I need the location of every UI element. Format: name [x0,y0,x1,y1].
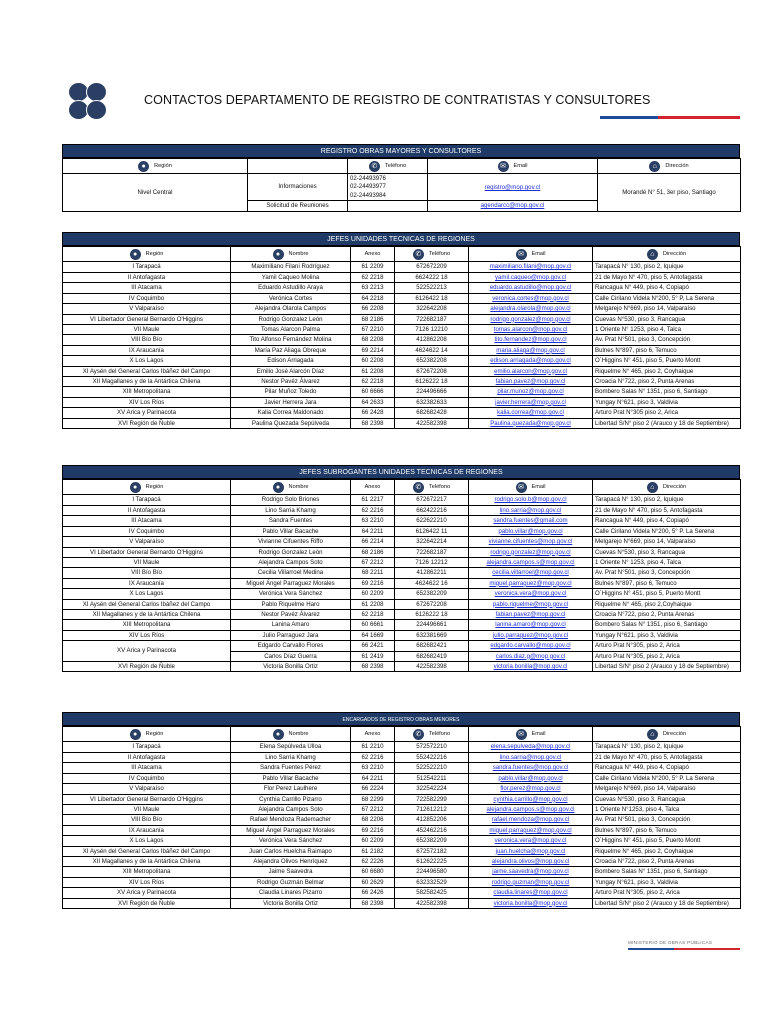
table-row: I Tarapacá Rodrigo Solo Briones 61 2217 672672217 rodrigo.solo.b@mop.gov.cl Tarapacá N° 130, piso 2, Iquique [63,495,741,505]
table-row: IV Coquimbo Verónica Cortes 64 2218 6126422 18 veronica.cortes@mop.gov.cl Calle Cirilano Videla N°200, 5° P, La Serena [63,293,741,303]
table-row: XI Aysén del General Carlos Ibáñez del Campo Pablo Riquelme Haro 61 2208 672672208 pablo.riquelme@mop.gov.cl Riquelme N° 465, piso 2,Coyhaique [63,599,741,609]
email-link[interactable]: vivianne.cifuentes@mop.gov.cl [469,537,593,547]
table-row: XIII Metropolitana Lanina Amaro 60 6661 224496661 lanina.amaro@mop.gov.cl Bombero Salas N° 1351, piso 6, Santiago [63,620,741,630]
table-row: VIII Bío Bío Tito Alfonso Fernández Molina 68 2208 412862208 tito.fernandez@mop.gov.cl Av. Prat N°501, piso 3, Concepción [63,335,741,345]
table-row: III Atacama Sandra Fuentes Pérez 63 2210 522522210 sandra.fuentes@mop.gov.cl Rancagua N° 449, piso 4, Copiapó [63,763,741,773]
phone-icon: ✆ [413,249,424,260]
email-link[interactable]: alejandra.olarola@mop.gov.cl [469,304,593,314]
person-icon: ● [130,729,141,740]
email-link[interactable]: juan.huelcha@mop.gov.cl [469,846,593,856]
table-row: IX Araucanía Miguel Ángel Parraguez Morales 69 2216 452462216 miguel.parraguez@mop.gov.cl Bulnes N°897, piso 6, Temuco [63,825,741,835]
email-link[interactable]: rodrigo.guzman@mop.gov.cl [469,877,593,887]
email-link[interactable]: cecilia.villarroel@mop.gov.cl [469,568,593,578]
person-icon: ● [273,482,284,493]
email-link[interactable]: veronica.vera@mop.gov.cl [469,836,593,846]
home-icon: ⌂ [647,249,658,260]
table-row: XII Magallanes y de la Antártica Chilena Alejandra Olivos Henríquez 62 2226 612622225 alejandra.olivos@mop.gov.cl Croacia N°722, piso 2, Punta Arenas [63,856,741,866]
email-link[interactable]: veronica.cortes@mop.gov.cl [469,293,593,303]
home-icon: ⌂ [647,482,658,493]
email-link[interactable]: javier.herrera@mop.gov.cl [469,397,593,407]
table-row: XI Aysén del General Carlos Ibáñez del Campo Juan Carlos Huelcha Raimapo 61 2182 672572182 juan.huelcha@mop.gov.cl Riquelme N° 465, piso 2, Coyhaique [63,846,741,856]
table-row: IX Araucanía Miguel Ángel Parraguez Morales 69 2216 4624622 16 miguel.parraguez@mop.gov.cl Bulnes N°897, piso 6, Temuco [63,578,741,588]
email-link[interactable]: rodrigo.solo.b@mop.gov.cl [469,495,593,505]
email-link[interactable]: miguel.parraguez@mop.gov.cl [469,825,593,835]
jefes-section [62,232,740,429]
table-header-row: ● Región ● Nombre Anexo ✆ Teléfono ✉ Email ⌂ Dirección [63,727,741,742]
table-row: VII Maule Tomas Alarcon Palma 67 2210 7126 12210 tomas.alarcon@mop.gov.cl 1 Oriente N° 1253, piso 4, Talca [63,324,741,334]
table-row: VI Libertador General Bernardo O'Higgins Rodrigo Gonzalez León 68 2186 722682187 rodrigo.gonzalez@mop.gov.cl Cuevas N°530, piso 3, Rancagua [63,314,741,324]
page-title: CONTACTOS DEPARTAMENTO DE REGISTRO DE CONTRATISTAS Y CONSULTORES [144,93,651,107]
table-row: XII Magallanes y de la Antártica Chilena Nestor Pavéz Álvarez 62 2218 6126222 18 fabian.pavez@mop.gov.cl Croacia N°722, piso 2, Punta Arenas [63,609,741,619]
table-row: IV Coquimbo Pablo Villar Bacache 64 2211 512542211 pablo.villar@mop.gov.cl Calle Cirilano Videla N°200, 5° P. La Serena [63,773,741,783]
table-row: III Atacama Eduardo Astudillo Araya 63 2213 522522213 eduardo.astudillo@mop.gov.cl Rancagua N° 449, piso 4, Copiapó [63,283,741,293]
table-row: XVI Región de Ñuble Victoria Bonilla Ortiz 68 2398 422582398 victoria.bonilla@mop.gov.cl Libertad S/N° piso 2 (Arauco y 18 de Septiembre) [63,661,741,671]
table-row: II Antofagasta Yamil Caqueo Molina 62 2218 6624222 18 yamil.caqueo@mop.gov.cl 21 de Mayo N° 470, piso 5, Antofagasta [63,272,741,282]
home-icon: ⌂ [649,161,660,172]
table-row: II Antofagasta Lino Sarria Khamg 62 2216 662422216 lino.sarria@mop.gov.cl 21 de Mayo N° 470, piso 5, Antofagasta [63,505,741,515]
table-row: X Los Lagos Verónica Vera Sánchez 60 2209 652382209 veronica.vera@mop.gov.cl O´Higgins N° 451, piso 5, Puerto Montt [63,589,741,599]
email-link[interactable]: elena.sepulveda@mop.gov.cl [469,742,593,752]
email-link[interactable]: registro@mop.gov.cl [428,174,598,201]
person-icon: ● [273,729,284,740]
menores-section [62,712,740,909]
email-link[interactable]: jaime.saavedra@mop.gov.cl [469,867,593,877]
email-link[interactable]: pablo.villar@mop.gov.cl [469,526,593,536]
table-row: VI Libertador General Bernardo O'Higgins Rodrigo Gonzalez León 68 2186 722682187 rodrigo.gonzalez@mop.gov.cl Cuevas N°530, piso 3, Rancagua [63,547,741,557]
email-link[interactable]: veronica.vera@mop.gov.cl [469,589,593,599]
table-row: II Antofagasta Lino Sarria Khamg 62 2216 552422216 lino.sarria@mop.gov.cl 21 de Mayo N° 470, piso 5, Antofagasta [63,752,741,762]
table-row: XV Arica y Parinacota Claudia Linares Pizarro 66 2426 582582425 claudia.linares@mop.gov.cl Arturo Prat N°305, piso 2, Arica [63,888,741,898]
email-link[interactable]: maximiliano.filani@mop.gov.cl [469,262,593,272]
section-band: JEFES UNIDADES TECNICAS DE REGIONES [62,232,740,246]
email-link[interactable]: julio.parraguez@mop.gov.cl [469,630,593,640]
table-row: IX Araucanía María Paz Aliaga Obreque 69 2214 4624622 14 maria.aliaga@mop.gov.cl Bulnes N°897, piso 6, Temuco [63,345,741,355]
table-row: XVI Región de Ñuble Victoria Bonilla Ortiz 68 2398 422582398 victoria.bonilla@mop.gov.cl Libertad S/N° piso 2 (Arauco y 18 de Septiembre) [63,898,741,908]
contact-logo [66,82,106,120]
email-link[interactable]: pablo.villar@mop.gov.cl [469,773,593,783]
table-row: V Valparaíso Flor Perez Laulhere 66 2224 322542224 flor.perez@mop.gov.cl Melgarejo N°669, piso 14, Valparaíso [63,784,741,794]
table-row: VIII Bío Bío Rafael Mendoza Rademacher 68 2206 412852206 rafael.mendoza@mop.gov.cl Av. Prat N°501, piso 3, Concepción [63,815,741,825]
email-link[interactable]: maria.aliaga@mop.gov.cl [469,345,593,355]
phone-icon: ✆ [413,729,424,740]
email-link[interactable]: edison.arriagada@mop.gov.cl [469,356,593,366]
email-link[interactable]: rodrigo.gonzalez@mop.gov.cl [469,547,593,557]
email-link[interactable]: tomas.alarcon@mop.gov.cl [469,324,593,334]
email-link[interactable]: lino.sarria@mop.gov.cl [469,505,593,515]
email-link[interactable]: eduardo.astudillo@mop.gov.cl [469,283,593,293]
person-icon: ● [138,161,149,172]
table-row: X Los Lagos Edison Arriagada 60 2208 652382208 edison.arriagada@mop.gov.cl O´Higgins N° 451, piso 5, Puerto Montt [63,356,741,366]
mail-icon: ✉ [498,161,509,172]
table-row: Nivel Central Informaciones 02-24493976 02-24493977 02-24493984 registro@mop.gov.cl Morandé N° 51, 3er piso, Santiago [63,174,741,201]
mail-icon: ✉ [516,729,527,740]
email-link[interactable]: lino.sarria@mop.gov.cl [469,752,593,762]
registro-section [62,144,740,212]
table-row: VII Maule Alejandra Campos Soto 67 2212 712612212 alejandra.campos.s@mop.gov.cl 1 Oriente N°1253, piso 4, Talca [63,804,741,814]
email-link[interactable]: cynthia.carrillo@mop.gov.cl [469,794,593,804]
table-header-row: ● Región ● Nombre Anexo ✆ Teléfono ✉ Email ⌂ Dirección [63,247,741,262]
section-band: JEFES SUBROGANTES UNIDADES TECNICAS DE REGIONES [62,465,740,479]
table-row: XIII Metropolitana Pilar Muñoz Toledo 60 6666 224496666 pilar.munoz@mop.gov.cl Bombero Salas N° 1351, piso 6, Santiago [63,387,741,397]
table-row: XV Arica y Parinacota Edgardo Carvallo Flores 66 2421 682682421 edgardo.carvallo@mop.gov.cl Arturo Prat N°305, piso 2, Arica [63,641,741,651]
table-row: XII Magallanes y de la Antártica Chilena Nestor Pavéz Álvarez 62 2218 6126222 18 fabian.pavez@mop.gov.cl Croacia N°722, piso 2, Punta Arenas [63,376,741,386]
subrogantes-section [62,465,740,672]
email-link[interactable]: fabian.pavez@mop.gov.cl [469,609,593,619]
table-row: VII Maule Alejandra Campos Soto 67 2212 7126 12212 alejandra.campos.s@mop.gov.cl 1 Oriente N° 1253, piso 4, Talca [63,557,741,567]
email-link[interactable]: pablo.riquelme@mop.gov.cl [469,599,593,609]
footer-stripe [628,948,740,950]
table-row: XV Arica y Parinacota Kalia Correa Maldonado 66 2428 682682428 kalia.correa@mop.gov.cl Arturo Prat N°305 piso 2, Arica [63,408,741,418]
table-row: V Valparaíso Alejandra Olarola Campos 66 2208 322642208 alejandra.olarola@mop.gov.cl Melgarejo N°669, piso 14, Valparaíso [63,304,741,314]
email-link[interactable]: fabian.pavez@mop.gov.cl [469,376,593,386]
phone-icon: ✆ [369,161,380,172]
table-header-row: ● Región ● Nombre Anexo ✆ Teléfono ✉ Email ⌂ Dirección [63,480,741,495]
table-row: XIV Los Ríos Javier Herrera Jara 64 2633 632382633 javier.herrera@mop.gov.cl Yungay N°621, piso 3, Valdivia [63,397,741,407]
table-row: I Tarapacá Elena Sepúlveda Ulloa 61 2210 572572210 elena.sepulveda@mop.gov.cl Tarapacá N° 130, piso 2, Iquique [63,742,741,752]
email-link[interactable]: pilar.munoz@mop.gov.cl [469,387,593,397]
person-icon: ● [130,482,141,493]
flag-stripe [600,116,740,119]
registro-table [62,158,741,212]
email-link[interactable]: lanina.amaro@mop.gov.cl [469,620,593,630]
table-row: Carlos Díaz Guerra 61 2419 682682419 carlos.diaz.g@mop.gov.cl Arturo Prat N°305, piso 2, Arica [63,651,741,661]
email-link[interactable]: sandra.fuentes@mop.gov.cl [469,763,593,773]
email-link[interactable]: carlos.diaz.g@mop.gov.cl [469,651,593,661]
mail-icon: ✉ [516,249,527,260]
footer-text: MINISTERIO DE OBRAS PÚBLICAS [628,940,713,945]
page-header [62,80,742,120]
table-row: IV Coquimbo Pablo Villar Bacache 64 2211 6126422 11 pablo.villar@mop.gov.cl Calle Cirilano Videla N°200, 5° P. La Serena [63,526,741,536]
email-link[interactable]: edgardo.carvallo@mop.gov.cl [469,641,593,651]
table-row: VIII Bío Bío Cecilia Villarroel Medina 68 2211 412862211 cecilia.villarroel@mop.gov.cl Av. Prat N°501, piso 3, Concepción [63,568,741,578]
phone-icon: ✆ [413,482,424,493]
email-link[interactable]: Paulina.quezada@mop.gov.cl [469,418,593,428]
table-row: XIV Los Ríos Rodrigo Guzmán Belmar 60 2629 632332529 rodrigo.guzman@mop.gov.cl Yungay N°621, piso 3, Valdivia [63,877,741,887]
footer [628,940,740,950]
email-link[interactable]: alejandra.olivos@mop.gov.cl [469,856,593,866]
email-link[interactable]: claudia.linares@mop.gov.cl [469,888,593,898]
table-row: I Tarapacá Maximiliano Filani Rodríguez 61 2209 672672209 maximiliano.filani@mop.gov.cl Tarapacá N° 130, piso 2, Iquique [63,262,741,272]
email-link[interactable]: agendarcc@mop.gov.cl [428,201,598,211]
email-link[interactable]: alejandra.campos.s@mop.gov.cl [469,557,593,567]
email-link[interactable]: victoria.bonilla@mop.gov.cl [469,661,593,671]
subrogantes-table [62,479,741,672]
person-icon: ● [130,249,141,260]
table-row: X Los Lagos Verónica Vera Sánchez 60 2209 652382209 veronica.vera@mop.gov.cl O´Higgins N° 451, piso 5, Puerto Montt [63,836,741,846]
table-row: XIII Metropolitana Jaime Saavedra 60 6680 224496580 jaime.saavedra@mop.gov.cl Bombero Salas N° 1351, piso 6, Santiago [63,867,741,877]
table-row: XVI Región de Ñuble Paulina Quezada Sepúlveda 68 2398 422582398 Paulina.quezada@mop.gov.cl Libertad S/N° piso 2 (Arauco y 18 de Septiembre) [63,418,741,428]
table-header-row: ● Región ✆ Teléfono ✉ Email ⌂ Dirección [63,159,741,174]
home-icon: ⌂ [647,729,658,740]
email-link[interactable]: victoria.bonilla@mop.gov.cl [469,898,593,908]
jefes-table [62,246,741,429]
email-link[interactable]: miguel.parraguez@mop.gov.cl [469,578,593,588]
phone-icon [86,82,107,102]
menores-table [62,726,741,909]
email-link[interactable]: flor.perez@mop.gov.cl [469,784,593,794]
email-link[interactable]: sandra.fuentes@gmail.com [469,516,593,526]
email-link[interactable]: emilio.alarcon@mop.gov.cl [469,366,593,376]
email-link[interactable]: rodrigo.gonzalez@mop.gov.cl [469,314,593,324]
section-band: REGISTRO OBRAS MAYORES Y CONSULTORES [62,144,740,158]
table-row: III Atacama Sandra Fuentes 63 2210 622622210 sandra.fuentes@gmail.com Rancagua N° 449, piso 4, Copiapó [63,516,741,526]
email-link[interactable]: rafael.mendoza@mop.gov.cl [469,815,593,825]
section-band: ENCARGADOS DE REGISTRO OBRAS MENORES [62,712,740,726]
table-row: XIV Los Ríos Julio Parraguez Jara 64 1669 632381669 julio.parraguez@mop.gov.cl Yungay N°621, piso 3, Valdivia [63,630,741,640]
person-icon: ● [273,249,284,260]
table-row: XI Aysén del General Carlos Ibáñez del Campo Emilio José Alarcón Díaz 61 2208 672672208 emilio.alarcon@mop.gov.cl Riquelme N° 465, piso 2, Coyhaique [63,366,741,376]
email-link[interactable]: yamil.caqueo@mop.gov.cl [469,272,593,282]
table-row: V Valparaíso Vivianne Cifuentes Riffo 66 2214 322642214 vivianne.cifuentes@mop.gov.cl Melgarejo N°669, piso 14, Valparaíso [63,537,741,547]
mail-icon: ✉ [516,482,527,493]
table-row: VI Libertador General Bernardo O'Higgins Cynthia Carrillo Pizarro 68 2299 722582299 cynthia.carrillo@mop.gov.cl Cuevas N°530, piso 3, Rancagua [63,794,741,804]
email-link[interactable]: tito.fernandez@mop.gov.cl [469,335,593,345]
home-icon [86,100,107,120]
email-link[interactable]: alejandra.campos.s@mop.gov.cl [469,804,593,814]
email-link[interactable]: kalia.correa@mop.gov.cl [469,408,593,418]
table-row: Solicitud de Reuniones agendarcc@mop.gov.cl [63,201,741,211]
